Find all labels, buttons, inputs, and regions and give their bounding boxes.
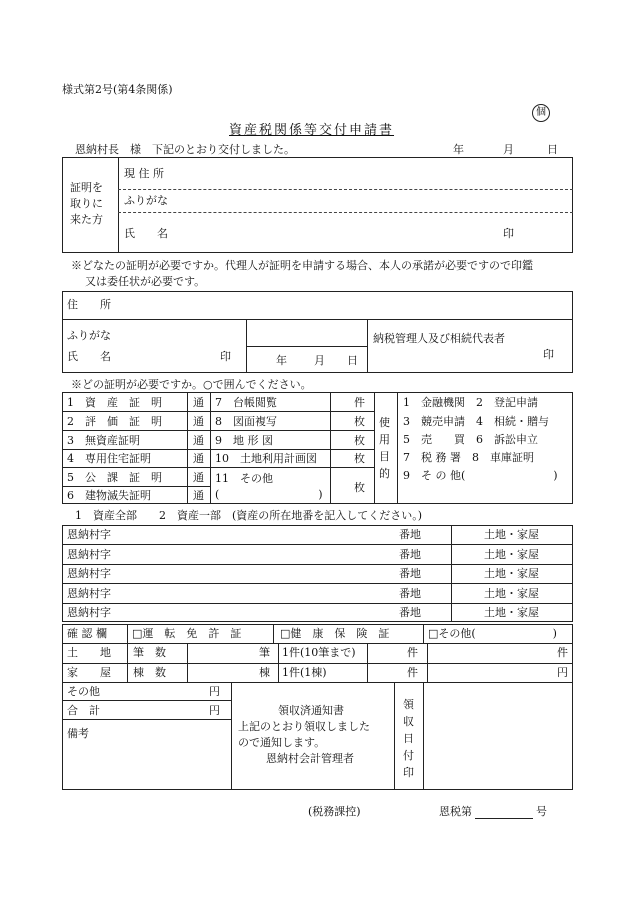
- property-village: 恩納村字: [67, 606, 111, 619]
- other-fee-unit: 円: [209, 685, 220, 698]
- property-lot: 番地: [399, 528, 421, 541]
- receipt-notice-line1: 上記のとおり領収しました: [238, 720, 370, 733]
- property-lot: 番地: [399, 548, 421, 561]
- house-count-unit: 棟: [259, 666, 270, 679]
- receipt-notice-line2: ので通知します。: [238, 736, 326, 749]
- subject-furigana-label: ふりがな: [67, 329, 111, 342]
- cert-item-10-unit: 枚: [354, 452, 365, 465]
- house-count-label: 棟 数: [133, 666, 166, 679]
- cert-item-3-unit: 通: [193, 434, 204, 447]
- cert-item-1-unit: 通: [193, 396, 204, 409]
- document-number-blank[interactable]: [475, 818, 533, 819]
- requester-address-label: 現 住 所: [124, 167, 164, 180]
- land-count-label: 筆 数: [133, 646, 166, 659]
- cert-item-10: 10 土地利用計画図: [215, 452, 317, 465]
- cert-item-4-unit: 通: [193, 452, 204, 465]
- requester-seal-mark: 印: [503, 227, 514, 240]
- birth-day-label: 日: [347, 354, 358, 367]
- cert-item-11: 11 その他: [215, 472, 273, 485]
- land-count-unit: 筆: [259, 646, 270, 659]
- birth-month-label: 月: [314, 354, 325, 367]
- proxy-note-line2: 又は委任状が必要です。: [85, 275, 206, 288]
- cert-item-3: 3 無資産証明: [67, 434, 140, 447]
- cert-item-11-unit: 枚: [354, 481, 365, 494]
- land-fee-rule: 1件(10筆まで): [282, 646, 356, 659]
- purpose-row-5: 9 そ の 他( ): [403, 469, 558, 482]
- property-type: 土地・家屋: [484, 587, 539, 600]
- property-village: 恩納村字: [67, 528, 111, 541]
- receipt-notice-signer: 恩納村会計管理者: [266, 752, 354, 765]
- form-title: 資産税関係等交付申請書: [229, 123, 395, 138]
- purpose-row-1: 1 金融機関 2 登記申請: [403, 396, 538, 409]
- date-day-label: 日: [547, 143, 558, 156]
- property-village: 恩納村字: [67, 567, 111, 580]
- date-year-label: 年: [453, 143, 464, 156]
- office-copy-label: (税務課控): [308, 805, 361, 818]
- property-type: 土地・家屋: [484, 528, 539, 541]
- house-case-unit: 件: [407, 666, 418, 679]
- cert-item-5: 5 公 課 証 明: [67, 471, 162, 484]
- tax-representative-label: 納税管理人及び相続代表者: [373, 332, 505, 345]
- certificate-note: ※どの証明が必要ですか。○で囲んでください。: [71, 378, 312, 391]
- house-label: 家 屋: [67, 666, 111, 679]
- date-month-label: 月: [503, 143, 514, 156]
- requester-furigana-label: ふりがな: [124, 194, 168, 207]
- form-number: 様式第2号(第4条関係): [62, 83, 173, 96]
- property-village: 恩納村字: [67, 587, 111, 600]
- purpose-row-3: 5 売 買 6 訴訟申立: [403, 433, 538, 446]
- cert-item-9: 9 地 形 図: [215, 434, 273, 447]
- property-type: 土地・家屋: [484, 567, 539, 580]
- purpose-row-4: 7 税 務 署 8 車庫証明: [403, 451, 534, 464]
- cert-item-2-unit: 通: [193, 415, 204, 428]
- drivers-license-checkbox[interactable]: □運 転 免 許 証: [132, 627, 242, 640]
- subject-address-label: 住 所: [67, 298, 111, 311]
- land-total-unit: 件: [557, 646, 568, 659]
- property-lot: 番地: [399, 567, 421, 580]
- receipt-notice-title: 領収済通知書: [278, 704, 344, 717]
- personal-info-seal-icon: 個: [532, 104, 550, 122]
- verification-label: 確 認 欄: [67, 627, 107, 640]
- requester-label: 証明を 取りに 来た方: [70, 181, 103, 226]
- property-village: 恩納村字: [67, 548, 111, 561]
- health-insurance-checkbox[interactable]: □健 康 保 険 証: [280, 627, 390, 640]
- property-type: 土地・家屋: [484, 548, 539, 561]
- total-label: 合 計: [67, 704, 100, 717]
- cert-item-7: 7 台帳閲覧: [215, 396, 277, 409]
- cert-item-9-unit: 枚: [354, 434, 365, 447]
- birth-year-label: 年: [276, 354, 287, 367]
- document-number-prefix: 恩税第: [439, 805, 472, 818]
- cert-item-2: 2 評 価 証 明: [67, 415, 162, 428]
- property-lot: 番地: [399, 587, 421, 600]
- proxy-note-line1: ※どなたの証明が必要ですか。代理人が証明を申請する場合、本人の承諾が必要ですので印鑑: [71, 259, 533, 272]
- cert-item-11-paren: ( ): [215, 488, 323, 501]
- subject-seal-mark: 印: [220, 350, 231, 363]
- tax-representative-seal-mark: 印: [543, 348, 554, 361]
- property-type: 土地・家屋: [484, 606, 539, 619]
- land-label: 土 地: [67, 646, 111, 659]
- purpose-label: 使 用 目 的: [379, 416, 390, 480]
- property-lot: 番地: [399, 606, 421, 619]
- land-case-unit: 件: [407, 646, 418, 659]
- asset-scope-choice: 1 資産全部 2 資産一部 (資産の所在地番を記入してください。): [75, 509, 423, 522]
- other-id-checkbox[interactable]: □その他( ): [428, 627, 557, 640]
- purpose-row-2: 3 競売申請 4 相続・贈与: [403, 415, 549, 428]
- addressee-line: 恩納村長 様 下記のとおり交付しました。: [75, 143, 295, 156]
- cert-item-8-unit: 枚: [354, 415, 365, 428]
- cert-item-5-unit: 通: [193, 471, 204, 484]
- requester-name-label: 氏 名: [124, 227, 168, 240]
- other-fee-label: その他: [67, 685, 100, 698]
- document-number-suffix: 号: [536, 805, 547, 818]
- subject-name-label: 氏 名: [67, 350, 111, 363]
- cert-item-7-unit: 件: [354, 396, 365, 409]
- cert-item-6-unit: 通: [193, 489, 204, 502]
- receipt-date-stamp-label: 領 収 日 付 印: [403, 698, 414, 779]
- cert-item-1: 1 資 産 証 明: [67, 396, 162, 409]
- house-total-unit: 円: [557, 666, 568, 679]
- remarks-label: 備考: [67, 727, 89, 740]
- cert-item-4: 4 専用住宅証明: [67, 452, 151, 465]
- house-fee-rule: 1件(1棟): [282, 666, 327, 679]
- cert-item-8: 8 図面複写: [215, 415, 277, 428]
- total-unit: 円: [209, 704, 220, 717]
- cert-item-6: 6 建物滅失証明: [67, 489, 151, 502]
